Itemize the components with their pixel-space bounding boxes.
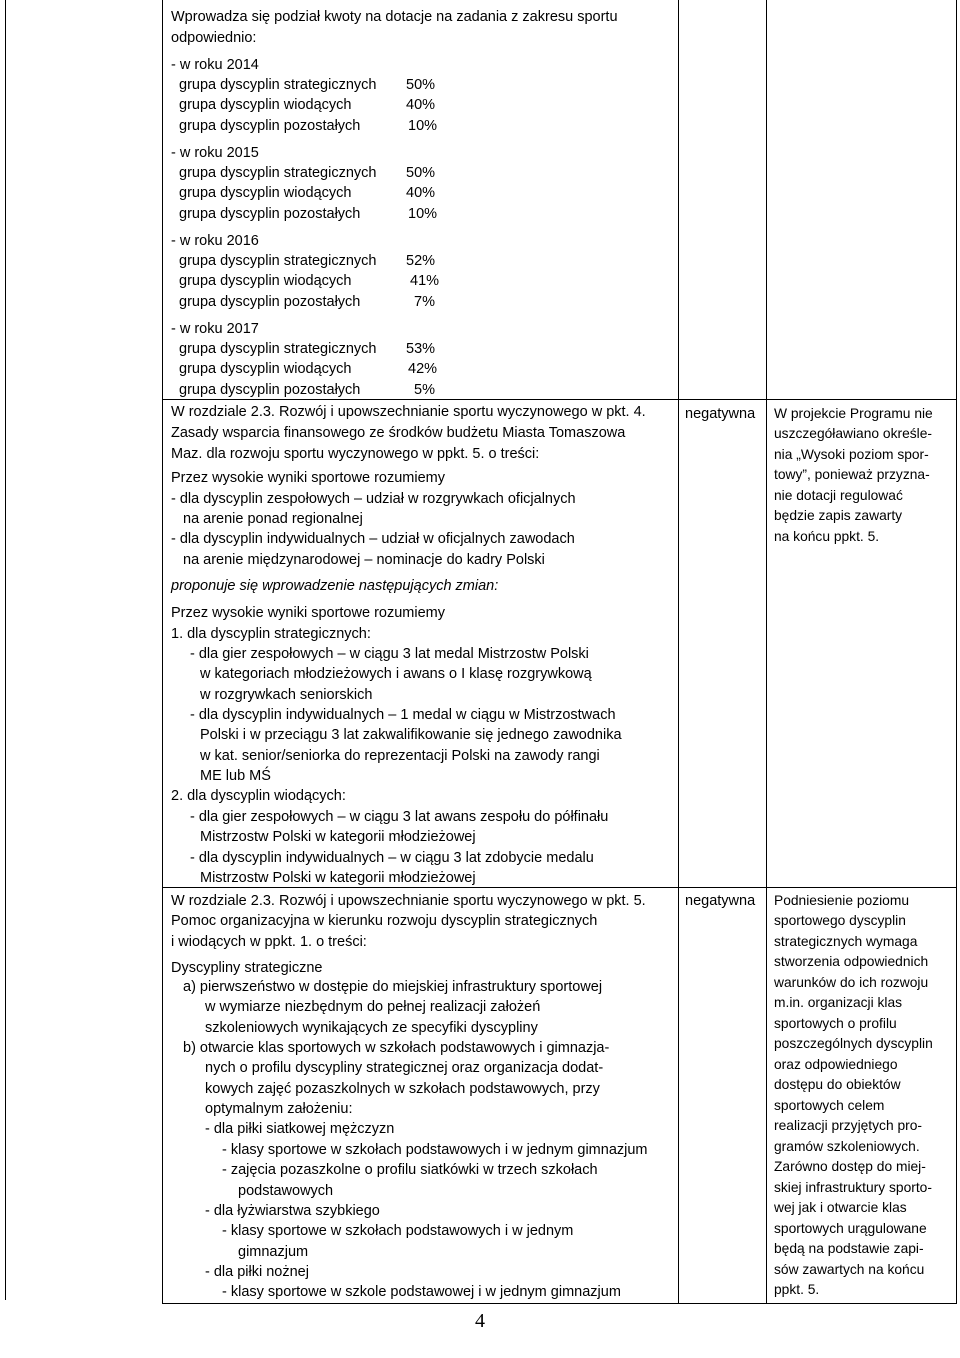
group-name: grupa dyscyplin wiodących — [179, 361, 352, 377]
group-name: grupa dyscyplin wiodących — [179, 185, 352, 201]
row-text-line: - dla piłki nożnej — [205, 1264, 309, 1280]
row-text-line: w kategoriach młodzieżowych i awans o I klasę rozgrywkową — [200, 666, 592, 682]
row-text-line: - dla dyscyplin zespołowych – udział w rozgrywkach oficjalnych — [171, 491, 576, 507]
justification-line: strategicznych wymaga — [774, 934, 918, 949]
opinion-cell: negatywna — [685, 406, 756, 422]
row-text-line: Mistrzostw Polski w kategorii młodzieżowej — [200, 829, 476, 845]
group-share: 41% — [410, 273, 440, 289]
justification-line: m.in. organizacji klas — [774, 995, 903, 1010]
intro-line: odpowiednio: — [171, 30, 257, 46]
table-bottom-border — [162, 1303, 957, 1304]
justification-line: na końcu ppkt. 5. — [774, 529, 880, 544]
justification-line: stworzenia odpowiednich — [774, 954, 929, 969]
year-label: - w roku 2017 — [171, 321, 259, 337]
row-text-line: a) pierwszeństwo w dostępie do miejskiej infrastruktury sportowej — [183, 979, 603, 995]
row-text-line: szkoleniowych wynikających ze specyfiki dyscypliny — [205, 1020, 538, 1036]
group-share: 53% — [406, 341, 436, 357]
justification-line: nie dotacji regulować — [774, 488, 903, 503]
row-text-line: kowych zajęć pozaszkolnych w szkołach podstawowych, przy — [205, 1081, 600, 1097]
group-share: 42% — [408, 361, 438, 377]
group-name: grupa dyscyplin pozostałych — [179, 294, 361, 310]
justification-line: towy”, ponieważ przyzna- — [774, 467, 930, 482]
group-share: 10% — [408, 206, 438, 222]
proposal-heading: proponuje się wprowadzenie następujących zmian: — [171, 578, 499, 594]
justification-line: uszczegóławiano określe- — [774, 426, 932, 441]
justification-line: sportowego dyscyplin — [774, 913, 906, 928]
group-name: grupa dyscyplin strategicznych — [179, 77, 377, 93]
year-label: - w roku 2016 — [171, 233, 259, 249]
row-text-line: - dla dyscyplin indywidualnych – 1 medal w ciągu w Mistrzostwach — [190, 707, 616, 723]
row-text-line: - klasy sportowe w szkołach podstawowych i w jednym gimnazjum — [222, 1142, 648, 1158]
row-text-line: i wiodących w ppkt. 1. o treści: — [171, 934, 367, 950]
row-text-line: W rozdziale 2.3. Rozwój i upowszechnianie sportu wyczynowego w pkt. 4. — [171, 404, 646, 420]
justification-line: gramów szkoleniowych. — [774, 1139, 920, 1154]
row-text-line: Przez wysokie wyniki sportowe rozumiemy — [171, 470, 445, 486]
justification-line: będzie zapis zawarty — [774, 508, 903, 523]
row-text-line: b) otwarcie klas sportowych w szkołach podstawowych i gimnazja- — [183, 1040, 610, 1056]
row-text-line: - zajęcia pozaszkolne o profilu siatkówki w trzech szkołach — [222, 1162, 598, 1178]
row-text-line: - dla gier zespołowych – w ciągu 3 lat medal Mistrzostw Polski — [190, 646, 589, 662]
row-text-line: ME lub MŚ — [200, 768, 271, 784]
row-text-line: Mistrzostw Polski w kategorii młodzieżowej — [200, 870, 476, 886]
group-name: grupa dyscyplin pozostałych — [179, 118, 361, 134]
year-label: - w roku 2015 — [171, 145, 259, 161]
justification-line: warunków do ich rozwoju — [774, 975, 929, 990]
justification-line: ppkt. 5. — [774, 1282, 820, 1297]
row-text-line: - klasy sportowe w szkole podstawowej i w jednym gimnazjum — [222, 1284, 621, 1300]
table-col3-border — [766, 0, 767, 1304]
group-name: grupa dyscyplin pozostałych — [179, 206, 361, 222]
row-text-line: podstawowych — [238, 1183, 334, 1199]
row-text-line: Dyscypliny strategiczne — [171, 960, 323, 976]
justification-line: Zarówno dostęp do miej- — [774, 1159, 926, 1174]
row-text-line: - dla dyscyplin indywidualnych – udział w oficjalnych zawodach — [171, 531, 575, 547]
justification-line: skiej infrastruktury sporto- — [774, 1180, 932, 1195]
row-text-line: 2. dla dyscyplin wiodących: — [171, 788, 346, 804]
justification-line: oraz odpowiedniego — [774, 1057, 898, 1072]
intro-line: Wprowadza się podział kwoty na dotacje na zadania z zakresu sportu — [171, 9, 618, 25]
justification-line: W projekcie Programu nie — [774, 406, 933, 421]
justification-line: Podniesienie poziomu — [774, 893, 909, 908]
justification-line: sportowych celem — [774, 1098, 885, 1113]
justification-line: nia „Wysoki poziom spor- — [774, 447, 929, 462]
opinion-cell: negatywna — [685, 893, 756, 909]
row-text-line: 1. dla dyscyplin strategicznych: — [171, 626, 371, 642]
row-text-line: - dla dyscyplin indywidualnych – w ciągu 3 lat zdobycie medalu — [190, 850, 594, 866]
justification-line: sportowych o profilu — [774, 1016, 897, 1031]
justification-line: realizacji przyjętych pro- — [774, 1118, 922, 1133]
page-left-rule — [5, 0, 6, 1300]
row-text-line: Przez wysokie wyniki sportowe rozumiemy — [171, 605, 445, 621]
row-text-line: W rozdziale 2.3. Rozwój i upowszechnianie sportu wyczynowego w pkt. 5. — [171, 893, 646, 909]
row-text-line: w kat. senior/seniorka do reprezentacji Polski na zawody rangi — [200, 748, 600, 764]
row-text-line: na arenie międzynarodowej – nominacje do kadry Polski — [183, 552, 545, 568]
group-share: 52% — [406, 253, 436, 269]
justification-line: będą na podstawie zapi- — [774, 1241, 924, 1256]
row-text-line: w rozgrywkach seniorskich — [200, 687, 373, 703]
group-name: grupa dyscyplin strategicznych — [179, 253, 377, 269]
row-text-line: - dla piłki siatkowej mężczyzn — [205, 1121, 395, 1137]
group-share: 5% — [414, 382, 435, 398]
group-name: grupa dyscyplin wiodących — [179, 273, 352, 289]
justification-line: dostępu do obiektów — [774, 1077, 901, 1092]
justification-line: sów zawartych na końcu — [774, 1262, 925, 1277]
row-text-line: nych o profilu dyscypliny strategicznej oraz organizacja dodat- — [205, 1060, 604, 1076]
row-text-line: - dla gier zespołowych – w ciągu 3 lat awans zespołu do półfinału — [190, 809, 609, 825]
row-text-line: w wymiarze niezbędnym do pełnej realizacji założeń — [205, 999, 541, 1015]
row-text-line: - dla łyżwiarstwa szybkiego — [205, 1203, 380, 1219]
row-text-line: optymalnym założeniu: — [205, 1101, 353, 1117]
group-name: grupa dyscyplin strategicznych — [179, 165, 377, 181]
group-share: 7% — [414, 294, 435, 310]
page-number: 4 — [475, 1310, 485, 1332]
justification-line: wej jak i otwarcie klas — [774, 1200, 907, 1215]
group-share: 10% — [408, 118, 438, 134]
row-text-line: - klasy sportowe w szkołach podstawowych i w jednym — [222, 1223, 574, 1239]
group-name: grupa dyscyplin pozostałych — [179, 382, 361, 398]
group-name: grupa dyscyplin wiodących — [179, 97, 352, 113]
row-text-line: gimnazjum — [238, 1244, 309, 1260]
group-share: 50% — [406, 165, 436, 181]
group-share: 40% — [406, 185, 436, 201]
justification-line: poszczególnych dyscyplin — [774, 1036, 933, 1051]
group-name: grupa dyscyplin strategicznych — [179, 341, 377, 357]
row-text-line: Maz. dla rozwoju sportu wyczynowego w ppkt. 5. o treści: — [171, 446, 540, 462]
row-text-line: Polski i w przeciągu 3 lat zakwalifikowanie się jednego zawodnika — [200, 727, 622, 743]
group-share: 50% — [406, 77, 436, 93]
group-share: 40% — [406, 97, 436, 113]
row-text-line: Zasady wsparcia finansowego ze środków budżetu Miasta Tomaszowa — [171, 425, 626, 441]
table-right-border — [956, 0, 957, 1304]
justification-line: sportowych urągulowane — [774, 1221, 927, 1236]
table-left-border — [162, 0, 163, 1304]
row-text-line: Pomoc organizacyjna w kierunku rozwoju dyscyplin strategicznych — [171, 913, 598, 929]
table-col2-border — [678, 0, 679, 1304]
row-text-line: na arenie ponad regionalnej — [183, 511, 363, 527]
year-label: - w roku 2014 — [171, 57, 259, 73]
